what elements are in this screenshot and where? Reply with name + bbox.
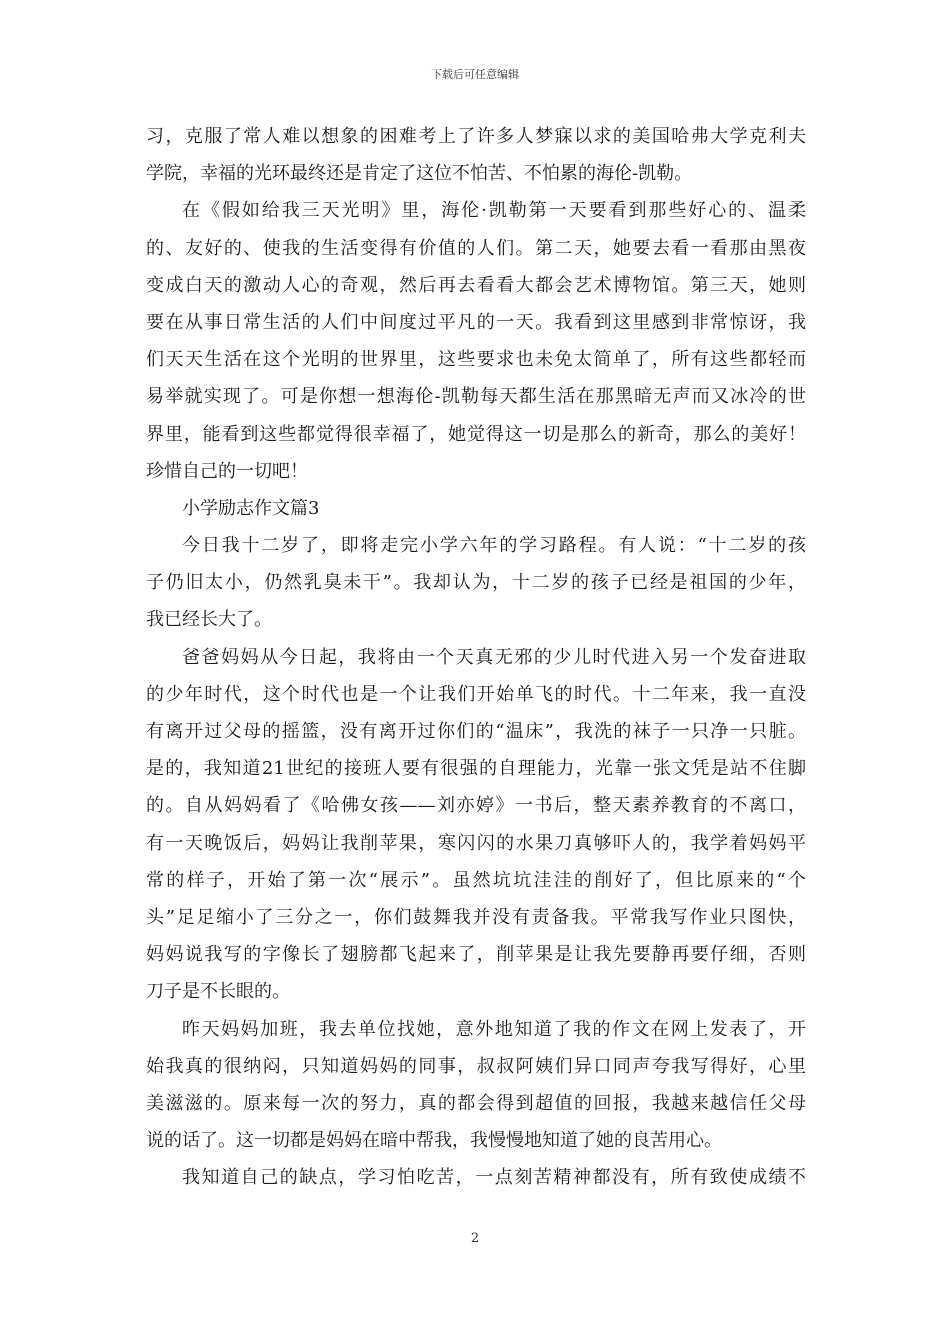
text-line: 学院，幸福的光环最终还是肯定了这位不怕苦、不怕累的海伦-凯勒。 <box>146 163 693 185</box>
text-line: 珍惜自己的一切吧！ <box>146 460 308 482</box>
text-line: 有一天晚饭后，妈妈让我削苹果，寒闪闪的水果刀真够吓人的，我学着妈妈平 <box>146 832 806 854</box>
page-header: 下载后可任意编辑 <box>431 68 519 81</box>
text-line: 我已经长大了。 <box>146 609 272 631</box>
text-line: 的。自从妈妈看了《哈佛女孩——刘亦婷》一书后，整天素养教育的不离口， <box>146 795 806 817</box>
text-line: 刀子是不长眼的。 <box>146 981 290 1003</box>
text-line: 在《假如给我三天光明》里，海伦·凯勒第一天要看到那些好心的、温柔 <box>182 200 806 222</box>
text-line: 爸爸妈妈从今日起，我将由一个天真无邪的少儿时代进入另一个发奋进取 <box>182 646 806 668</box>
text-line: 界里，能看到这些都觉得很幸福了，她觉得这一切是那么的新奇，那么的美好！ <box>146 423 806 445</box>
text-line: 妈妈说我写的字像长了翅膀都飞起来了，削苹果是让我先要静再要仔细，否则 <box>146 944 806 966</box>
text-line: 有离开过父母的摇篮，没有离开过你们的“温床”，我洗的袜子一只净一只脏。 <box>146 721 806 742</box>
page-number: 2 <box>470 1231 480 1246</box>
text-line: 的少年时代，这个时代也是一个让我们开始单飞的时代。十二年来，我一直没 <box>146 683 806 705</box>
text-line: 始我真的很纳闷，只知道妈妈的同事，叔叔阿姨们异口同声夸我写得好，心里 <box>146 1055 806 1077</box>
text-line: 头”足足缩小了三分之一，你们鼓舞我并没有责备我。平常我写作业只图快， <box>146 906 806 928</box>
text-line: 子仍旧太小，仍然乳臭未干”。我却认为，十二岁的孩子已经是祖国的少年， <box>146 572 806 594</box>
text-line: 说的话了。这一切都是妈妈在暗中帮我，我慢慢地知道了她的良苦用心。 <box>146 1130 722 1152</box>
text-line: 易举就实现了。可是你想一想海伦-凯勒每天都生活在那黑暗无声而又冰冷的世 <box>146 386 806 408</box>
text-line: 的、友好的、使我的生活变得有价值的人们。第二天，她要去看一看那由黑夜 <box>146 237 806 259</box>
text-line: 们天天生活在这个光明的世界里，这些要求也未免太简单了，所有这些都轻而 <box>146 349 806 371</box>
text-line: 要在从事日常生活的人们中间度过平凡的一天。我看到这里感到非常惊讶，我 <box>146 311 806 333</box>
text-line: 今日我十二岁了，即将走完小学六年的学习路程。有人说：“十二岁的孩 <box>182 535 806 557</box>
text-line: 美滋滋的。原来每一次的努力，真的都会得到超值的回报，我越来越信任父母 <box>146 1092 806 1114</box>
text-line: 习，克服了常人难以想象的困难考上了许多人梦寐以求的美国哈弗大学克利夫 <box>146 126 806 147</box>
text-line: 常的样子，开始了第一次“展示”。虽然坑坑洼洼的削好了，但比原来的“个 <box>146 869 806 891</box>
text-line: 昨天妈妈加班，我去单位找她，意外地知道了我的作文在网上发表了，开 <box>182 1018 806 1040</box>
text-line: 是的，我知道21世纪的接班人要有很强的自理能力，光靠一张文凭是站不住脚 <box>146 758 806 780</box>
text-line: 我知道自己的缺点，学习怕吃苦，一点刻苦精神都没有，所有致使成绩不 <box>182 1167 806 1189</box>
text-line: 小学励志作文篇3 <box>182 497 320 519</box>
text-line: 变成白天的激动人心的奇观，然后再去看看大都会艺术博物馆。第三天，她则 <box>146 274 806 296</box>
document-body <box>146 118 806 1196</box>
